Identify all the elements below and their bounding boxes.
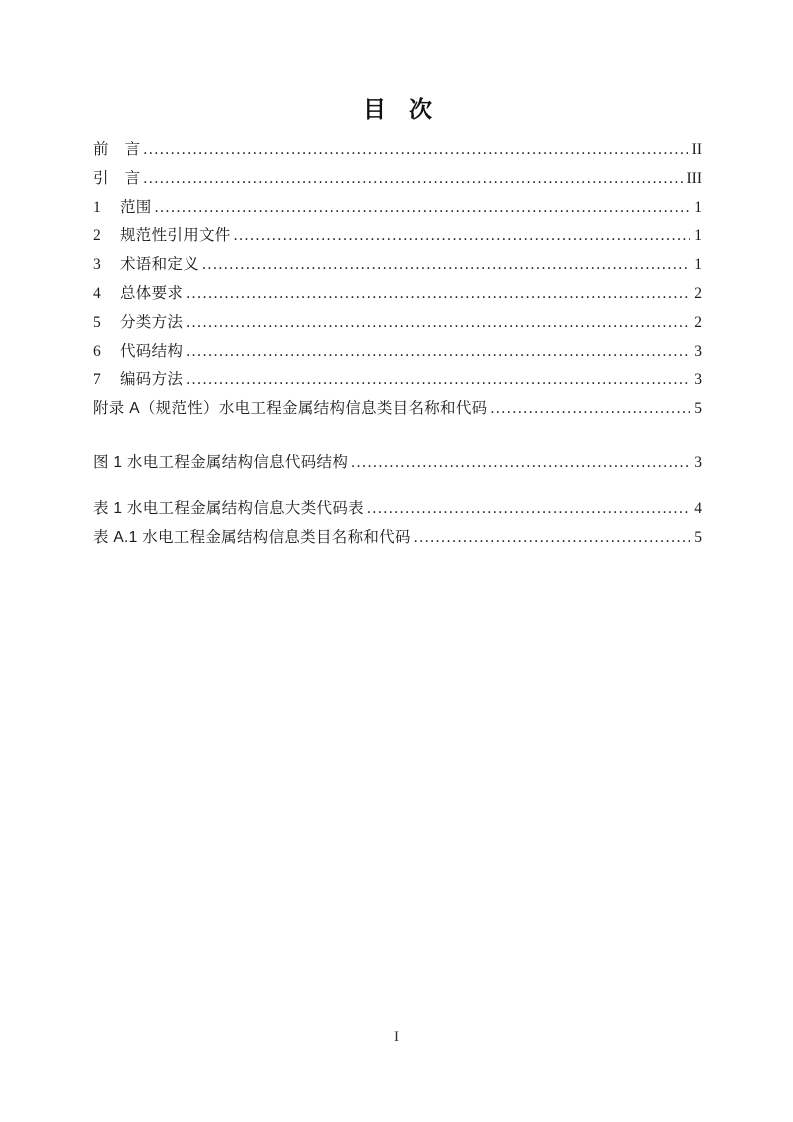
toc-entry-label: 引 言 — [93, 169, 141, 187]
dot-leader — [143, 136, 687, 165]
toc-entry-page: 3 — [694, 342, 702, 360]
toc-entry-appendix-a — [93, 395, 702, 424]
dot-leader — [202, 251, 690, 280]
toc-entry-number: 6 — [93, 342, 101, 360]
dot-leader — [414, 524, 690, 553]
toc-entry-normative-references — [93, 222, 702, 251]
toc-entry-number: 2 — [93, 227, 101, 245]
toc-entry-label: 表 1 水电工程金属结构信息大类代码表 — [93, 499, 364, 517]
dot-leader — [155, 194, 691, 223]
toc-entry-number: 4 — [93, 284, 101, 302]
dot-leader — [143, 165, 682, 194]
toc-entry-figure-1 — [93, 449, 702, 478]
toc-entry-page: 1 — [694, 227, 702, 245]
toc-entry-classification-method — [93, 309, 702, 338]
toc-entry-foreword — [93, 136, 702, 165]
toc-entry-page: 2 — [694, 313, 702, 331]
dot-leader — [186, 366, 690, 395]
toc-entry-page: II — [691, 141, 702, 158]
toc-entry-label: 规范性引用文件 — [120, 227, 231, 245]
toc-entry-page: III — [686, 169, 702, 187]
toc-entry-page: 4 — [694, 499, 702, 517]
toc-entry-page: 3 — [694, 371, 702, 389]
toc-entry-number: 1 — [93, 198, 101, 216]
table-of-contents — [93, 136, 702, 552]
toc-entry-page: 1 — [694, 256, 702, 274]
toc-entry-page: 2 — [694, 284, 702, 302]
toc-entry-label: 代码结构 — [120, 342, 184, 360]
dot-leader — [186, 280, 690, 309]
toc-entry-page: 5 — [694, 528, 702, 546]
page-title: 目 次 — [363, 96, 432, 122]
toc-entry-label: 总体要求 — [120, 284, 184, 302]
toc-content — [93, 95, 702, 552]
toc-entry-label: 前 言 — [93, 141, 141, 158]
toc-entry-label: 图 1 水电工程金属结构信息代码结构 — [93, 453, 349, 471]
footer-page-number: I — [394, 1029, 399, 1045]
toc-entry-label: 附录 A（规范性）水电工程金属结构信息类目名称和代码 — [93, 400, 488, 418]
dot-leader — [234, 222, 691, 251]
dot-leader — [490, 395, 690, 424]
toc-entry-label: 范围 — [120, 198, 152, 216]
toc-entry-number: 3 — [93, 256, 101, 274]
dot-leader — [186, 338, 690, 367]
toc-entry-table-a1 — [93, 524, 702, 553]
toc-entry-terms-definitions — [93, 251, 702, 280]
toc-entry-number: 5 — [93, 313, 101, 331]
toc-entry-table-1 — [93, 495, 702, 524]
toc-entry-scope — [93, 194, 702, 223]
dot-leader — [186, 309, 690, 338]
toc-entry-label: 表 A.1 水电工程金属结构信息类目名称和代码 — [93, 528, 411, 546]
dot-leader — [351, 449, 690, 478]
toc-entry-label: 术语和定义 — [120, 256, 200, 274]
toc-entry-page: 1 — [694, 198, 702, 216]
toc-entry-general-requirements — [93, 280, 702, 309]
toc-entry-code-structure — [93, 338, 702, 367]
toc-entry-label: 编码方法 — [120, 371, 184, 389]
toc-entry-coding-method — [93, 366, 702, 395]
toc-entry-number: 7 — [93, 371, 101, 389]
toc-entry-page: 3 — [694, 453, 702, 471]
toc-entry-page: 5 — [694, 400, 702, 418]
dot-leader — [367, 495, 690, 524]
toc-entry-label: 分类方法 — [120, 313, 184, 331]
toc-entry-introduction — [93, 165, 702, 194]
